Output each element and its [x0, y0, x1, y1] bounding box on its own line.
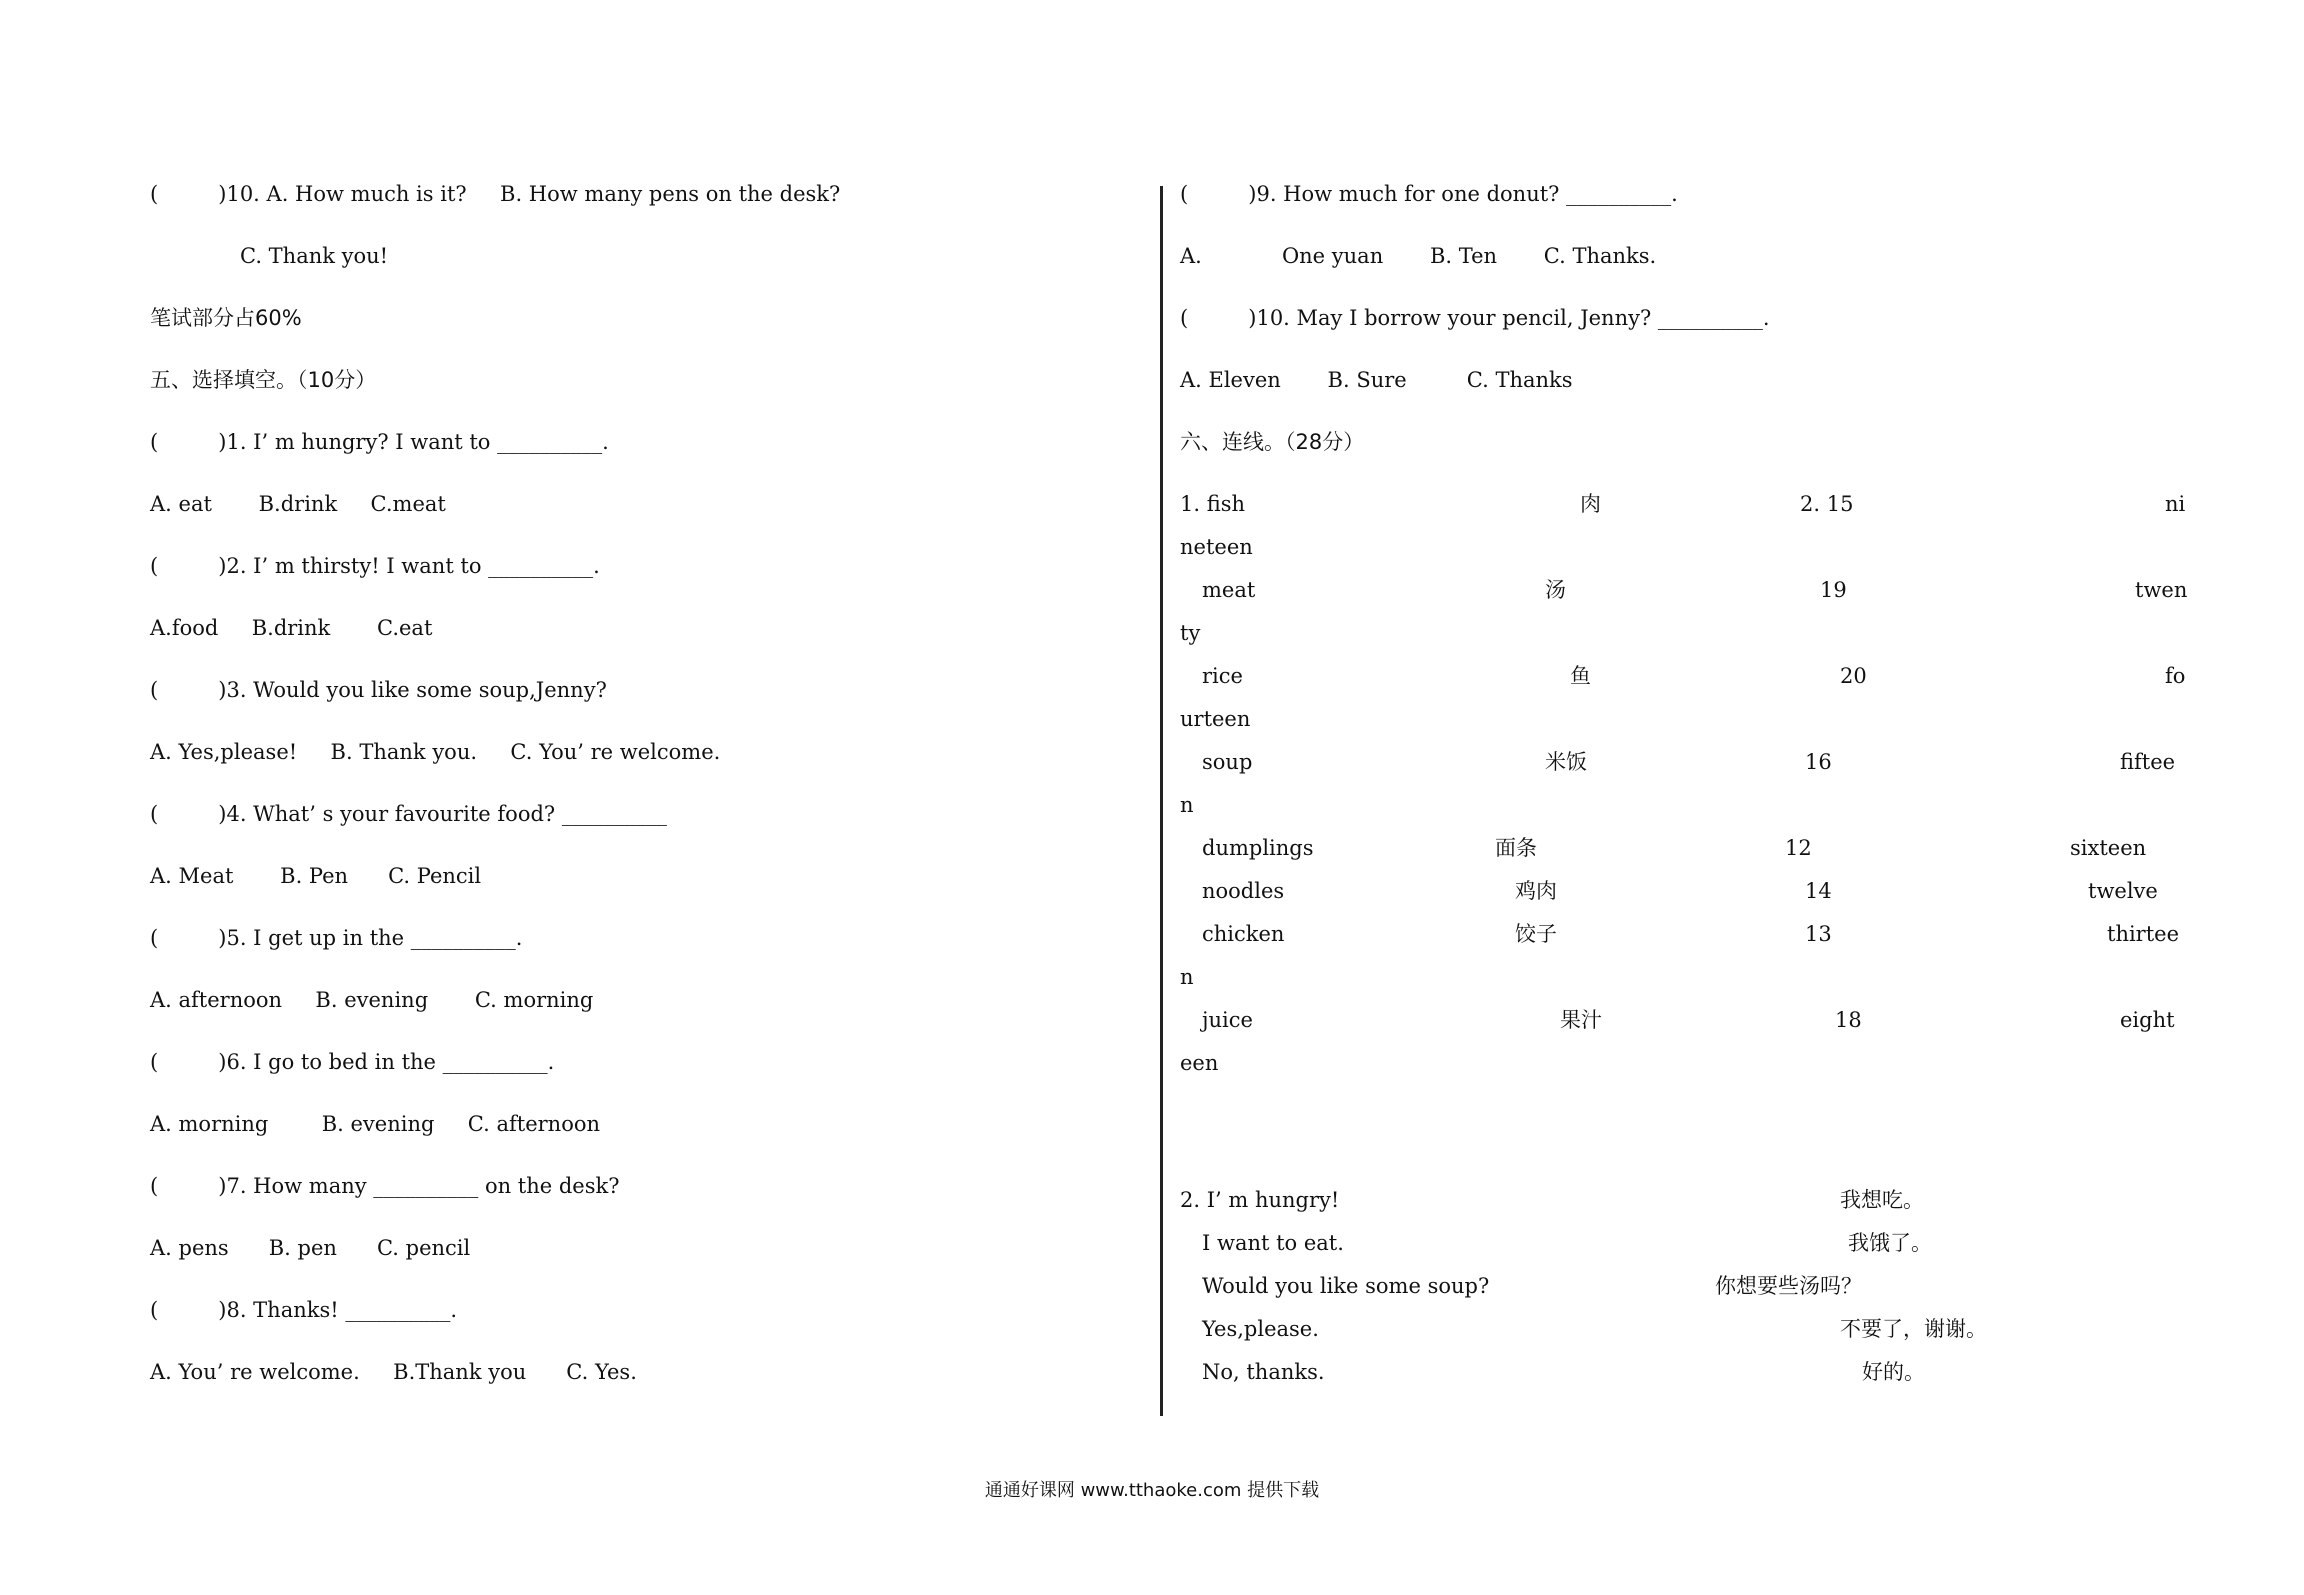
left-line: A. eat B.drink C.meat — [150, 492, 446, 516]
match-english-word: n — [1180, 793, 1194, 817]
match-english-word: n — [1180, 965, 1194, 989]
left-line: ( )1. I’ m hungry? I want to __________. — [150, 430, 609, 454]
match-number: 14 — [1805, 879, 1832, 903]
match-number: 16 — [1805, 750, 1832, 774]
match-english-sentence: I want to eat. — [1202, 1231, 1344, 1255]
left-line: A. morning B. evening C. afternoon — [150, 1112, 601, 1136]
left-line: ( )3. Would you like some soup,Jenny? — [150, 678, 607, 702]
left-line: ( )6. I go to bed in the __________. — [150, 1050, 555, 1074]
match-number: 19 — [1820, 578, 1847, 602]
match-chinese-word: 饺子 — [1515, 922, 1557, 946]
match-number-word: eight — [2120, 1008, 2175, 1032]
footer-credit: 通通好课网 www.tthaoke.com 提供下载 — [984, 1480, 1320, 1501]
match-number: 12 — [1785, 836, 1812, 860]
match-english-word: juice — [1202, 1008, 1253, 1032]
match-english-word: rice — [1202, 664, 1243, 688]
left-line: 笔试部分占60% — [150, 306, 302, 330]
right-line: ( )10. May I borrow your pencil, Jenny? __________. — [1180, 306, 1770, 330]
match-number-word: ni — [2165, 492, 2186, 516]
match-chinese-word: 汤 — [1545, 578, 1566, 602]
left-line: 五、选择填空。（10分） — [150, 368, 377, 392]
match-chinese-sentence: 不要了，谢谢。 — [1840, 1317, 1987, 1341]
right-line: A. One yuan B. Ten C. Thanks. — [1180, 244, 1657, 268]
match-number-word: fo — [2165, 664, 2186, 688]
match-english-word: soup — [1202, 750, 1253, 774]
match-number: 2. 15 — [1800, 492, 1854, 516]
match-english-word: een — [1180, 1051, 1219, 1075]
left-line: ( )5. I get up in the __________. — [150, 926, 523, 950]
column-divider — [1160, 186, 1163, 1416]
match-chinese-word: 面条 — [1495, 836, 1537, 860]
match-number: 20 — [1840, 664, 1867, 688]
match-english-word: urteen — [1180, 707, 1251, 731]
left-line: ( )10. A. How much is it? B. How many pens on the desk? — [150, 182, 841, 206]
match-english-word: meat — [1202, 578, 1256, 602]
left-line: ( )2. I’ m thirsty! I want to __________. — [150, 554, 600, 578]
match-english-sentence: Would you like some soup? — [1202, 1274, 1490, 1298]
match-chinese-word: 米饭 — [1545, 750, 1587, 774]
match-number-word: thirtee — [2107, 922, 2180, 946]
match-chinese-sentence: 好的。 — [1862, 1360, 1925, 1384]
left-line: A. Yes,please! B. Thank you. C. You’ re welcome. — [150, 740, 721, 764]
left-line: ( )4. What’ s your favourite food? __________ — [150, 802, 667, 826]
match-number-word: twelve — [2088, 879, 2158, 903]
match-english-sentence: No, thanks. — [1202, 1360, 1325, 1384]
match-chinese-word: 鸡肉 — [1515, 879, 1557, 903]
left-line: A. afternoon B. evening C. morning — [150, 988, 594, 1012]
match-english-word: chicken — [1202, 922, 1285, 946]
match-chinese-sentence: 你想要些汤吗？ — [1715, 1274, 1862, 1298]
match-number-word: sixteen — [2070, 836, 2147, 860]
match-chinese-sentence: 我饿了。 — [1848, 1231, 1932, 1255]
match-number: 18 — [1835, 1008, 1862, 1032]
right-line: ( )9. How much for one donut? __________. — [1180, 182, 1678, 206]
match-english-word: dumplings — [1202, 836, 1314, 860]
match-chinese-word: 肉 — [1580, 492, 1601, 516]
match-number-word: twen — [2135, 578, 2188, 602]
left-line: C. Thank you! — [240, 244, 389, 268]
match-english-sentence: Yes,please. — [1202, 1317, 1319, 1341]
left-line: A.food B.drink C.eat — [150, 616, 433, 640]
match-chinese-word: 果汁 — [1560, 1008, 1602, 1032]
right-line: A. Eleven B. Sure C. Thanks — [1180, 368, 1573, 392]
left-line: ( )8. Thanks! __________. — [150, 1298, 458, 1322]
right-line: 六、连线。（28分） — [1180, 430, 1365, 454]
match-chinese-word: 鱼 — [1570, 664, 1591, 688]
left-line: ( )7. How many __________ on the desk? — [150, 1174, 620, 1198]
left-line: A. pens B. pen C. pencil — [150, 1236, 471, 1260]
match-english-word: ty — [1180, 621, 1201, 645]
match-english-word: 1. fish — [1180, 492, 1246, 516]
left-line: A. Meat B. Pen C. Pencil — [150, 864, 482, 888]
left-line: A. You’ re welcome. B.Thank you C. Yes. — [150, 1360, 637, 1384]
match-number: 13 — [1805, 922, 1832, 946]
match-english-sentence: 2. I’ m hungry! — [1180, 1188, 1340, 1212]
match-english-word: neteen — [1180, 535, 1253, 559]
match-number-word: fiftee — [2120, 750, 2176, 774]
match-chinese-sentence: 我想吃。 — [1840, 1188, 1924, 1212]
match-english-word: noodles — [1202, 879, 1285, 903]
